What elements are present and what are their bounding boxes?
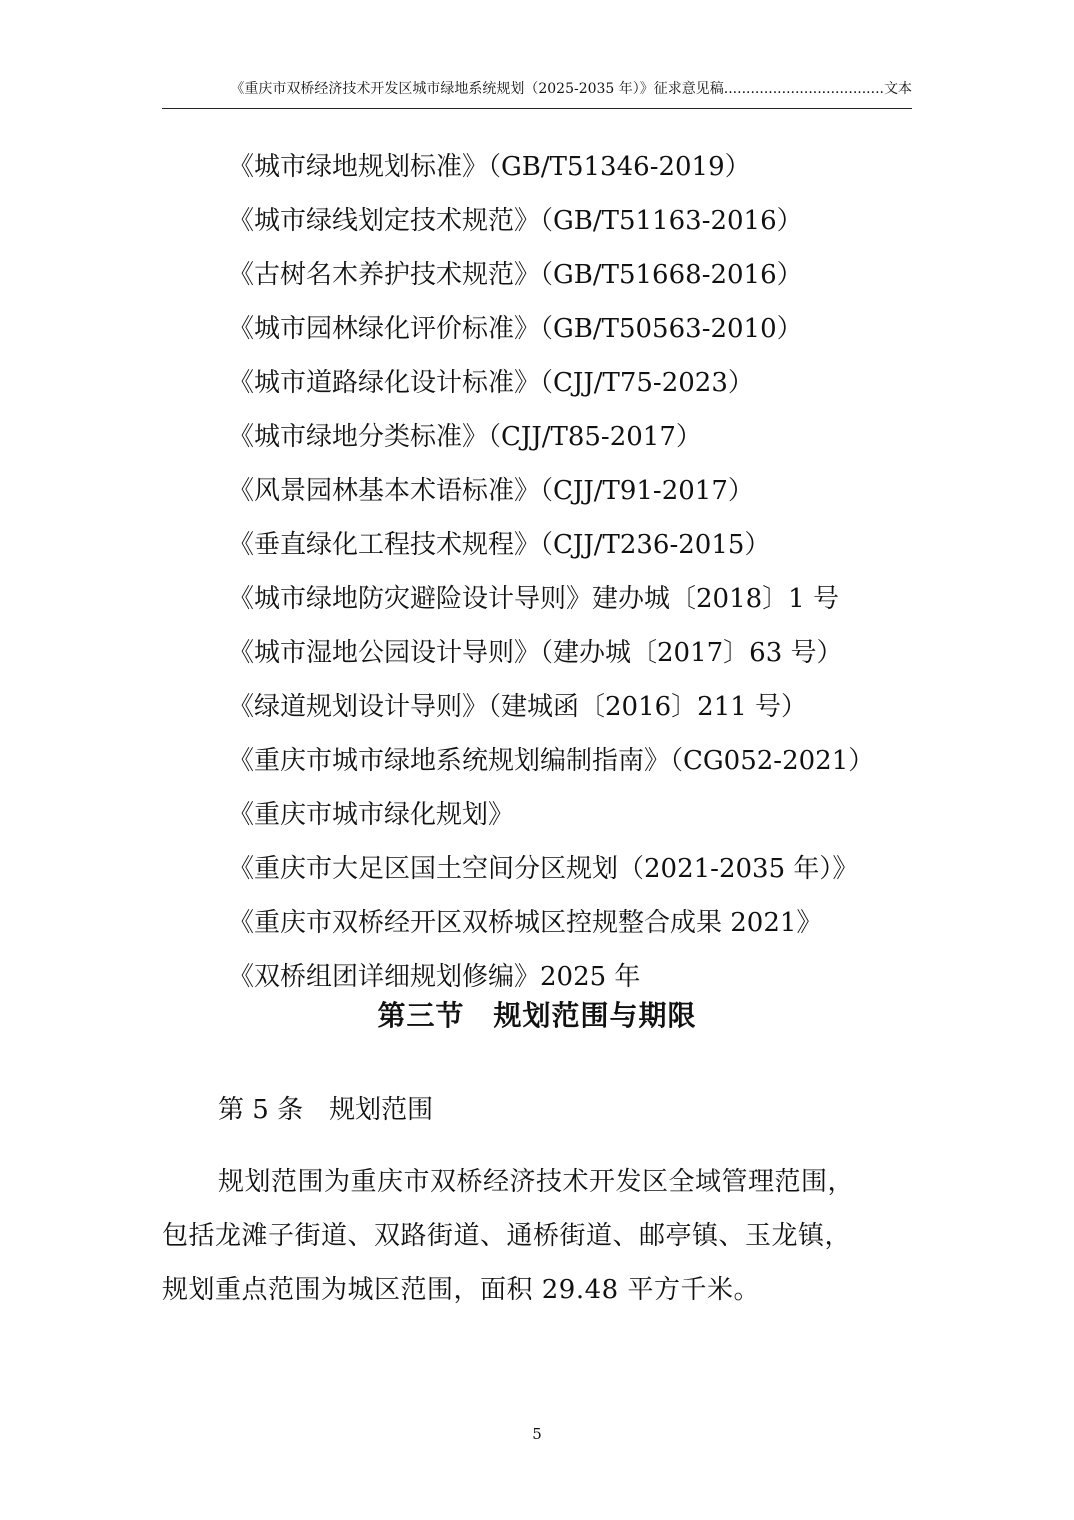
reference-item: 《城市湿地公园设计导则》（建办城〔2017〕63 号） [228, 638, 843, 668]
body-paragraph-line: 规划重点范围为城区范围，面积 29.48 平方千米。 [162, 1275, 760, 1305]
article-heading [218, 1088, 433, 1132]
reference-item: 《重庆市双桥经开区双桥城区控规整合成果 2021》 [228, 908, 823, 938]
reference-item: 《绿道规划设计导则》（建城函〔2016〕211 号） [228, 692, 808, 722]
reference-item: 《古树名木养护技术规范》（GB/T51668-2016） [228, 260, 803, 290]
running-title: 《重庆市双桥经济技术开发区城市绿地系统规划（2025-2035 年）》征求意见稿....................................文本 [230, 81, 912, 97]
article-number: 第 5 条 [218, 1095, 304, 1125]
reference-item: 《城市绿地防灾避险设计导则》建办城〔2018〕1 号 [228, 584, 839, 614]
body-paragraph-line: 包括龙滩子街道、双路街道、通桥街道、邮亭镇、玉龙镇， [162, 1221, 852, 1251]
reference-item: 《城市园林绿化评价标准》（GB/T50563-2010） [228, 314, 803, 344]
body-paragraph-line: 规划范围为重庆市双桥经济技术开发区全域管理范围， [218, 1167, 855, 1197]
reference-item: 《城市绿地规划标准》（GB/T51346-2019） [228, 152, 751, 182]
reference-item: 《垂直绿化工程技术规程》（CJJ/T236-2015） [228, 530, 771, 560]
reference-item: 《城市道路绿化设计标准》（CJJ/T75-2023） [228, 368, 754, 398]
reference-item: 《重庆市城市绿化规划》 [228, 800, 515, 830]
reference-item: 《城市绿线划定技术规范》（GB/T51163-2016） [228, 206, 803, 236]
reference-item: 《双桥组团详细规划修编》2025 年 [228, 962, 641, 992]
page-header [162, 78, 912, 109]
article-title: 规划范围 [329, 1095, 434, 1125]
reference-item: 《重庆市大足区国土空间分区规划（2021-2035 年）》 [228, 854, 859, 884]
reference-item: 《风景园林基本术语标准》（CJJ/T91-2017） [228, 476, 754, 506]
reference-item: 《重庆市城市绿地系统规划编制指南》（CG052-2021） [228, 746, 875, 776]
page-number: 5 [532, 1425, 542, 1443]
article-body [162, 1155, 914, 1317]
section-title: 第三节 规划范围与期限 [377, 999, 697, 1032]
reference-list [228, 140, 928, 1004]
reference-item: 《城市绿地分类标准》（CJJ/T85-2017） [228, 422, 702, 452]
